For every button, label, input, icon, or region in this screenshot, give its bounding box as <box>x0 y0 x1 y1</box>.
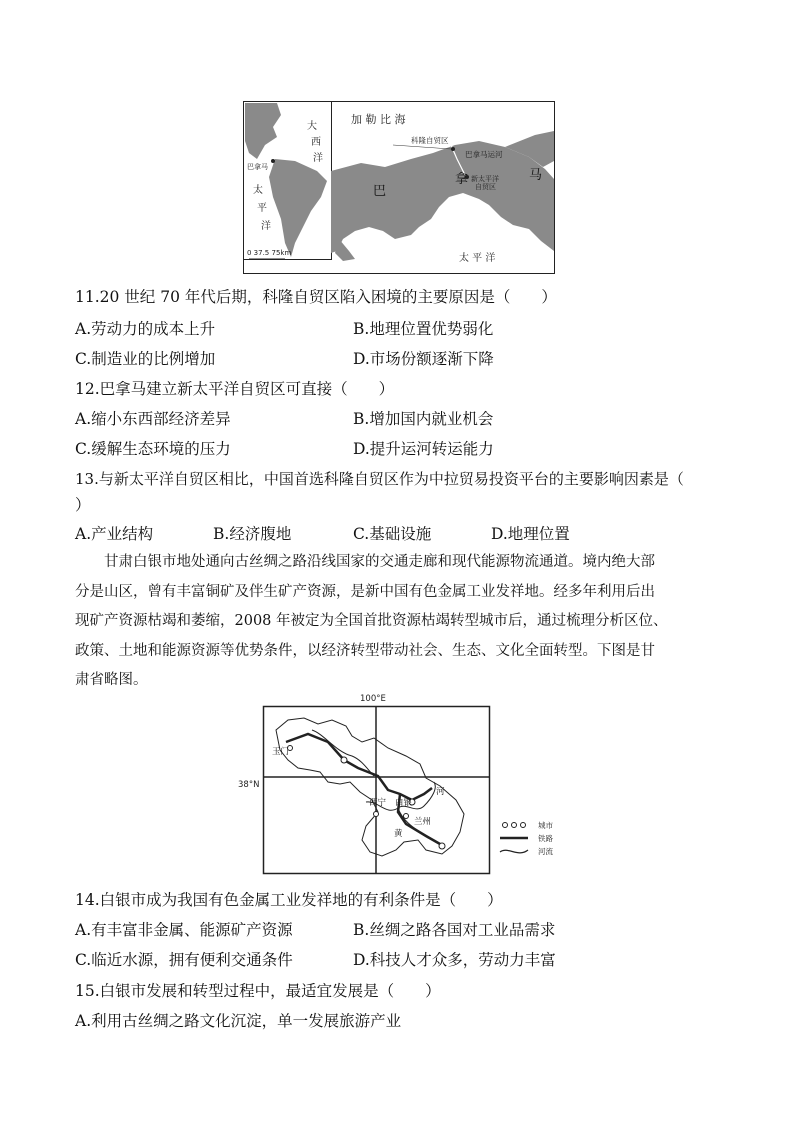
q13-option-b[interactable]: B.经济腹地 <box>213 525 292 543</box>
q13-option-c[interactable]: C.基础设施 <box>353 525 432 543</box>
canal-label: 巴拿马运河 <box>465 150 503 159</box>
q13-stem-cont: ） <box>75 496 91 514</box>
q11-option-d[interactable]: D.市场份额逐渐下降 <box>353 350 494 368</box>
q15-stem: 15.白银市发展和转型过程中，最适宜发展是（ ） <box>75 982 441 1000</box>
city-lanzhou <box>404 814 409 819</box>
pacific-label: 太 平 洋 <box>459 253 496 264</box>
q14-option-d[interactable]: D.科技人才众多，劳动力丰富 <box>353 951 556 969</box>
legend-city-icon <box>503 823 508 828</box>
lanzhou-label: 兰州 <box>414 817 432 827</box>
panama-map <box>243 101 555 274</box>
yumen-label: 玉门 <box>272 747 290 757</box>
q12-option-a[interactable]: A.缩小东西部经济差异 <box>75 410 231 428</box>
q14-option-a[interactable]: A.有丰富非金属、能源矿产资源 <box>75 921 293 939</box>
legend-rail-label: 铁路 <box>538 834 553 843</box>
gansu-map <box>228 690 568 876</box>
city-xining <box>374 812 379 817</box>
legend-river-label: 河流 <box>538 847 553 856</box>
inset-pacific-2: 平 <box>257 203 267 214</box>
q13-stem: 13.与新太平洋自贸区相比，中国首选科隆自贸区作为中拉贸易投资平台的主要影响因素是（ <box>75 470 684 488</box>
passage-line-1: 甘肃白银市地处通向古丝绸之路沿线国家的交通走廊和现代能源物流通道。境内绝大部 <box>104 554 655 570</box>
passage-line-5: 肃省略图。 <box>75 672 148 688</box>
q13-option-d[interactable]: D.地理位置 <box>491 525 570 543</box>
baiyin-label: 白银 <box>395 798 413 808</box>
new-pacific-zone-label-1: 新太平洋 <box>471 175 499 183</box>
new-pacific-zone-label-2: 自贸区 <box>475 183 496 191</box>
he-label: 河 <box>436 787 445 797</box>
q14-option-c[interactable]: C.临近水源，拥有便利交通条件 <box>75 951 293 969</box>
passage-line-3: 现矿产资源枯竭和萎缩，2008 年被定为全国首批资源枯竭转型城市后，通过梳理分析区位、 <box>75 613 668 629</box>
q11-option-c[interactable]: C.制造业的比例增加 <box>75 350 216 368</box>
inset-atlantic-2: 西 <box>311 137 321 148</box>
colon-zone-label: 科隆自贸区 <box>411 136 449 145</box>
country-char-1: 巴 <box>373 184 387 199</box>
q11-option-b[interactable]: B.地理位置优势弱化 <box>353 320 494 338</box>
huang-label: 黄 <box>394 829 403 839</box>
q11-stem: 11.20 世纪 70 年代后期，科隆自贸区陷入困境的主要原因是（ ） <box>75 288 557 306</box>
scale-bar-label: 0 37.5 75km <box>247 249 292 257</box>
city-mid <box>341 757 347 763</box>
inset-atlantic-1: 大 <box>307 121 317 132</box>
country-char-2: 拿 <box>455 172 469 187</box>
q15-option-a[interactable]: A.利用古丝绸之路文化沉淀，单一发展旅游产业 <box>75 1012 402 1030</box>
inset-pacific-3: 洋 <box>261 221 271 232</box>
inset-panama-label: 巴拿马 <box>247 163 268 171</box>
q12-stem: 12.巴拿马建立新太平洋自贸区可直接（ ） <box>75 380 395 398</box>
passage-line-2: 分是山区，曾有丰富铜矿及伴生矿产资源，是新中国有色金属工业发祥地。经多年利用后出 <box>75 583 655 600</box>
city-southeast <box>439 843 445 849</box>
q14-stem: 14.白银市成为我国有色金属工业发祥地的有利条件是（ ） <box>75 891 503 909</box>
passage <box>75 548 725 696</box>
inset-pacific-1: 太 <box>253 185 263 196</box>
q11-option-a[interactable]: A.劳动力的成本上升 <box>75 320 216 338</box>
caribbean-label: 加 勒 比 海 <box>351 113 406 126</box>
q12-option-c[interactable]: C.缓解生态环境的压力 <box>75 440 231 458</box>
xining-label: 西宁 <box>369 798 387 808</box>
q12-option-b[interactable]: B.增加国内就业机会 <box>353 410 494 428</box>
legend-river-icon <box>500 850 528 853</box>
q13-option-a[interactable]: A.产业结构 <box>75 525 154 543</box>
longitude-label: 100°E <box>360 694 386 704</box>
inset-atlantic-3: 洋 <box>313 153 323 164</box>
q14-option-b[interactable]: B.丝绸之路各国对工业品需求 <box>353 921 556 939</box>
legend-city-label: 城市 <box>538 821 553 830</box>
latitude-label: 38°N <box>238 780 260 790</box>
country-char-3: 马 <box>529 168 543 183</box>
passage-line-4: 政策、土地和能源资源等优势条件，以经济转型带动社会、生态、文化全面转型。下图是甘 <box>75 642 655 659</box>
q12-option-d[interactable]: D.提升运河转运能力 <box>353 440 494 458</box>
